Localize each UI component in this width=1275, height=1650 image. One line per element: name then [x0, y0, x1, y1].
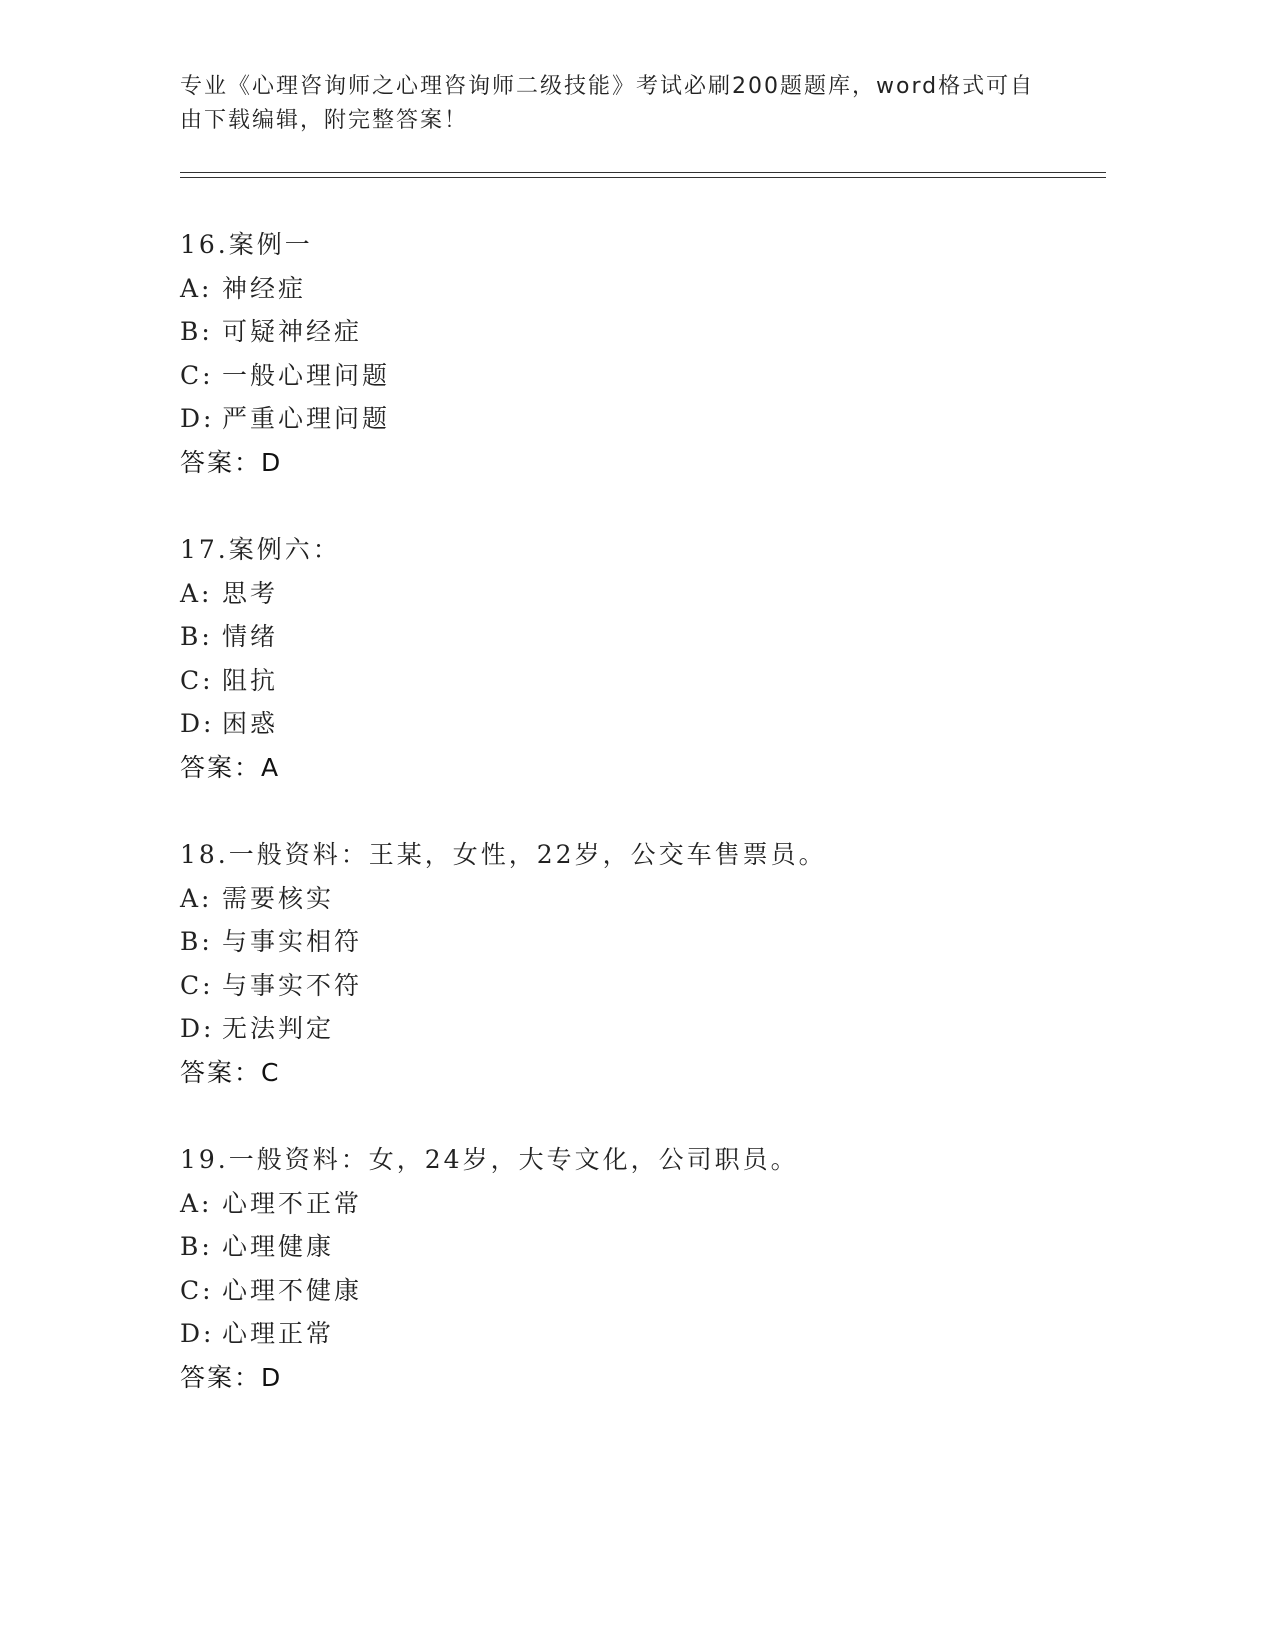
option-c	[180, 964, 1130, 1008]
option-prefix: A:	[180, 1188, 213, 1218]
option-prefix: D:	[180, 709, 215, 738]
option-text: 情绪	[222, 622, 279, 651]
option-prefix: C:	[180, 1275, 214, 1305]
option-text: 与事实不符	[222, 970, 363, 1000]
option-text: 心理健康	[222, 1232, 335, 1261]
option-a	[180, 1182, 1130, 1226]
option-b	[180, 310, 1130, 354]
option-text: 一般心理问题	[222, 360, 391, 390]
option-c	[180, 354, 1130, 398]
option-a	[180, 572, 1130, 616]
answer-line: 答案：A	[180, 752, 281, 782]
option-b	[180, 615, 1130, 659]
option-prefix: D:	[180, 1014, 215, 1043]
question-18	[180, 833, 1130, 1094]
option-prefix: A:	[180, 273, 213, 303]
option-text: 阻抗	[222, 665, 279, 695]
option-text: 无法判定	[222, 1014, 335, 1043]
answer-line: 答案：C	[180, 1057, 281, 1087]
question-stem: 17.案例六：	[180, 535, 341, 564]
header-line-1: 专业《心理咨询师之心理咨询师二级技能》考试必刷200题题库，word格式可自	[180, 74, 1035, 99]
question-19	[180, 1138, 1130, 1399]
option-prefix: A:	[180, 883, 213, 913]
header-divider-top	[180, 172, 1106, 173]
option-b	[180, 920, 1130, 964]
option-prefix: B:	[180, 1232, 213, 1261]
option-text: 思考	[222, 578, 279, 608]
option-c	[180, 659, 1130, 703]
option-prefix: A:	[180, 578, 213, 608]
answer-line: 答案：D	[180, 1362, 283, 1392]
option-text: 需要核实	[222, 883, 335, 913]
option-text: 心理不健康	[222, 1275, 363, 1305]
question-stem: 18.一般资料：王某，女性，22岁，公交车售票员。	[180, 840, 827, 869]
option-a	[180, 267, 1130, 311]
option-d	[180, 1312, 1130, 1356]
option-c	[180, 1269, 1130, 1313]
header-divider-bottom	[180, 177, 1106, 178]
option-prefix: C:	[180, 970, 214, 1000]
option-prefix: C:	[180, 360, 214, 390]
answer-line: 答案：D	[180, 447, 283, 477]
question-stem: 19.一般资料：女，24岁，大专文化，公司职员。	[180, 1145, 799, 1174]
option-prefix: C:	[180, 665, 214, 695]
option-b	[180, 1225, 1130, 1269]
question-17	[180, 528, 1130, 789]
option-text: 困惑	[222, 709, 279, 738]
option-prefix: B:	[180, 317, 213, 346]
option-text: 可疑神经症	[222, 317, 363, 346]
option-d	[180, 702, 1130, 746]
option-prefix: B:	[180, 622, 213, 651]
header-line-2: 由下载编辑，附完整答案！	[180, 108, 469, 133]
question-16	[180, 223, 1130, 484]
option-text: 严重心理问题	[222, 404, 391, 433]
option-prefix: B:	[180, 927, 213, 956]
document-header	[180, 70, 1080, 138]
question-stem: 16.案例一	[180, 230, 313, 259]
option-prefix: D:	[180, 1319, 215, 1348]
option-d	[180, 1007, 1130, 1051]
option-text: 与事实相符	[222, 927, 363, 956]
option-text: 心理正常	[222, 1319, 335, 1348]
option-text: 心理不正常	[222, 1188, 363, 1218]
option-a	[180, 877, 1130, 921]
option-prefix: D:	[180, 404, 215, 433]
option-text: 神经症	[222, 273, 307, 303]
option-d	[180, 397, 1130, 441]
